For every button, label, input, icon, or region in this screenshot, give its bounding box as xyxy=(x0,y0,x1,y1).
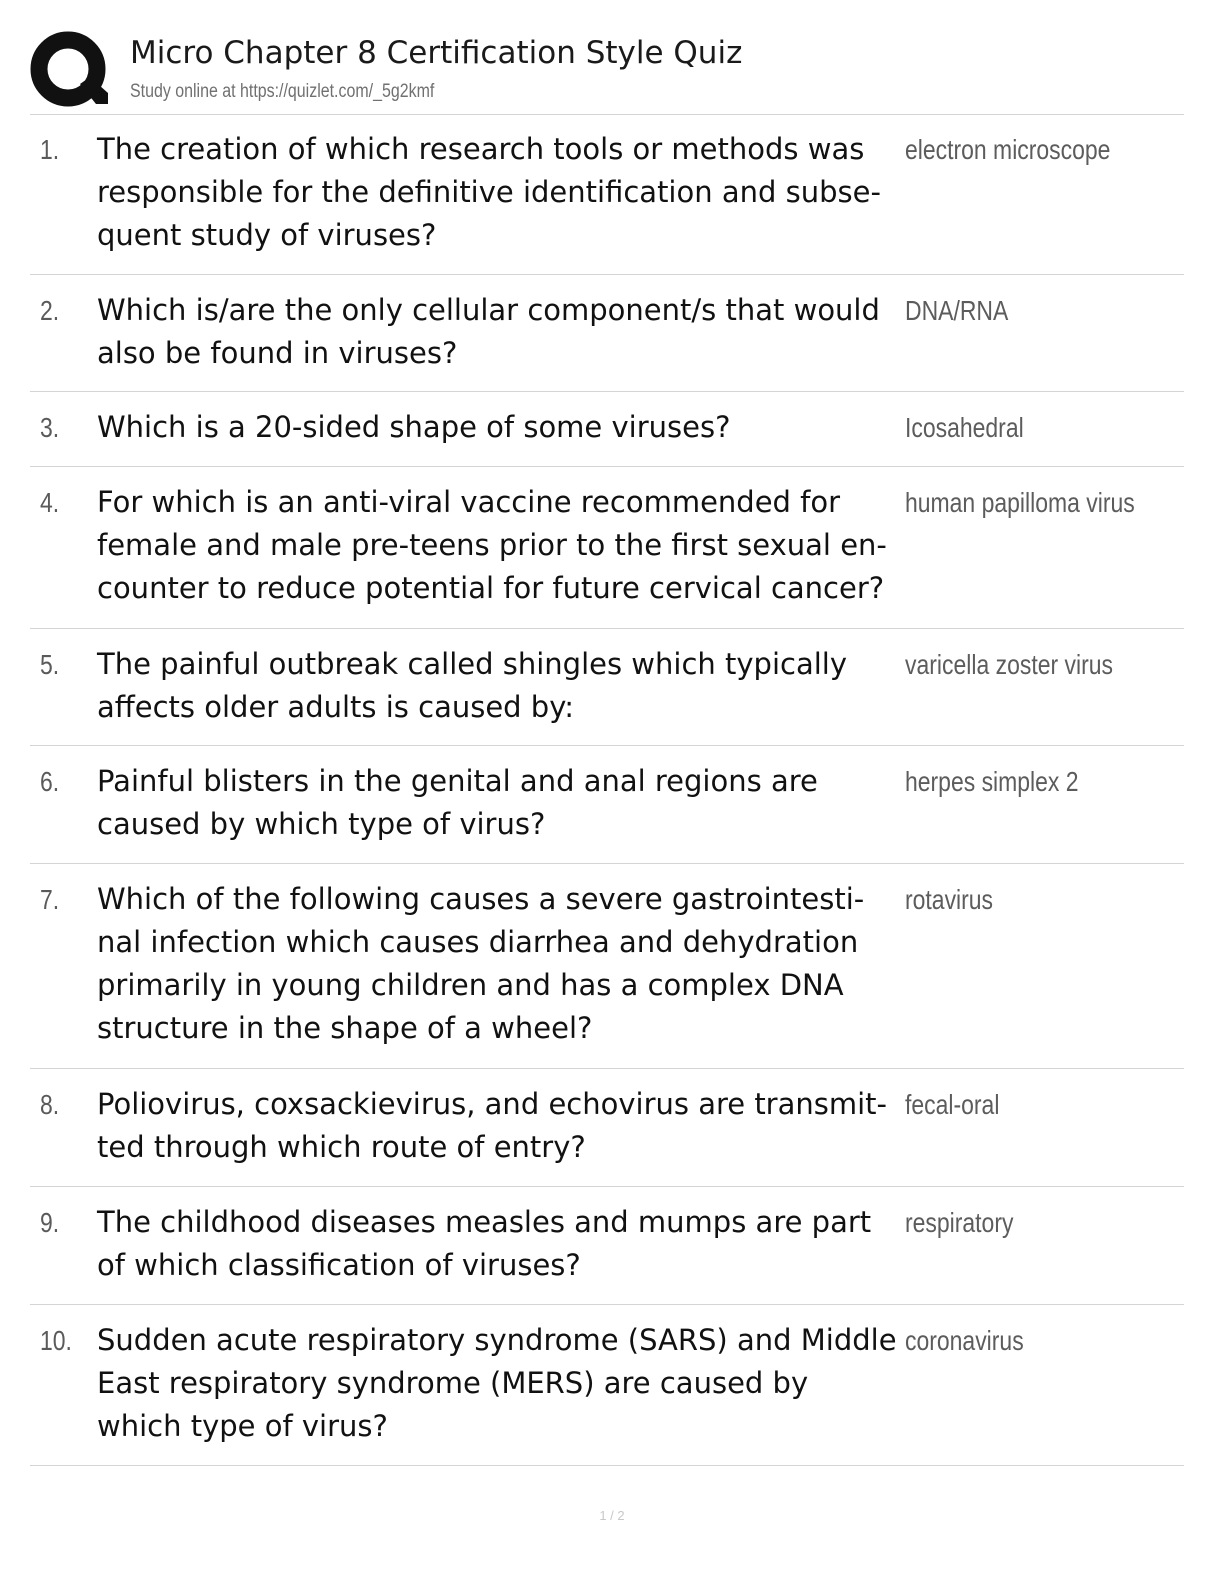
item-number: 3. xyxy=(40,412,60,443)
question-text: Poliovirus, coxsackievirus, and echovirus are transmit-ted through which route of entry? xyxy=(97,1087,888,1164)
page-indicator: 1 / 2 xyxy=(599,1508,625,1523)
question-text: The creation of which research tools or methods was responsible for the definitive identification and subse-quent study of viruses? xyxy=(97,132,881,252)
study-online-link[interactable]: Study online at https://quizlet.com/_5g2kmf xyxy=(130,81,435,102)
answer-text: rotavirus xyxy=(905,884,994,915)
question-text: The childhood diseases measles and mumps are part of which classification of viruses? xyxy=(97,1205,872,1282)
item-number: 2. xyxy=(40,295,60,326)
item-number: 8. xyxy=(40,1089,60,1120)
question-text: Which of the following causes a severe gastrointesti-nal infection which causes diarrhea and dehydration primarily in young children and has a complex DNA structure in the shape of a wheel? xyxy=(97,882,865,1045)
answer-text: respiratory xyxy=(905,1207,1014,1238)
item-number: 10. xyxy=(40,1325,72,1356)
question-text: The painful outbreak called shingles which typically affects older adults is caused by: xyxy=(97,647,847,724)
item-number: 5. xyxy=(40,649,60,680)
quiz-item xyxy=(30,1305,1184,1466)
question-text: For which is an anti-viral vaccine recommended for female and male pre-teens prior to the first sexual en-counter to reduce potential for future cervical cancer? xyxy=(97,485,887,605)
quiz-item xyxy=(30,467,1184,629)
answer-text: Icosahedral xyxy=(905,412,1024,443)
quiz-item xyxy=(30,746,1184,864)
item-number: 9. xyxy=(40,1207,60,1238)
answer-text: varicella zoster virus xyxy=(905,649,1113,680)
item-number: 4. xyxy=(40,487,60,518)
question-text: Painful blisters in the genital and anal regions are caused by which type of virus? xyxy=(97,764,818,841)
quiz-item xyxy=(30,864,1184,1069)
item-number: 1. xyxy=(40,134,60,165)
page-title: Micro Chapter 8 Certification Style Quiz xyxy=(130,35,743,71)
answer-text: DNA/RNA xyxy=(905,295,1009,326)
quiz-item xyxy=(30,114,1184,275)
quiz-item xyxy=(30,1069,1184,1187)
answer-text: coronavirus xyxy=(905,1325,1024,1356)
answer-text: electron microscope xyxy=(905,134,1111,165)
question-answer-list xyxy=(30,114,1184,1466)
quizlet-q-logo-icon xyxy=(30,30,110,110)
quiz-item xyxy=(30,629,1184,746)
page-header xyxy=(30,30,1184,115)
item-number: 6. xyxy=(40,766,60,797)
answer-text: fecal-oral xyxy=(905,1089,1000,1120)
item-number: 7. xyxy=(40,884,60,915)
question-text: Which is a 20-sided shape of some viruses? xyxy=(97,410,731,444)
quiz-item xyxy=(30,275,1184,392)
question-text: Sudden acute respiratory syndrome (SARS) and Middle East respiratory syndrome (MERS) are caused by which type of virus? xyxy=(97,1323,897,1443)
quiz-item xyxy=(30,1187,1184,1305)
answer-text: herpes simplex 2 xyxy=(905,766,1079,797)
answer-text: human papilloma virus xyxy=(905,487,1135,518)
quiz-item xyxy=(30,392,1184,467)
question-text: Which is/are the only cellular component/s that would also be found in viruses? xyxy=(97,293,880,370)
